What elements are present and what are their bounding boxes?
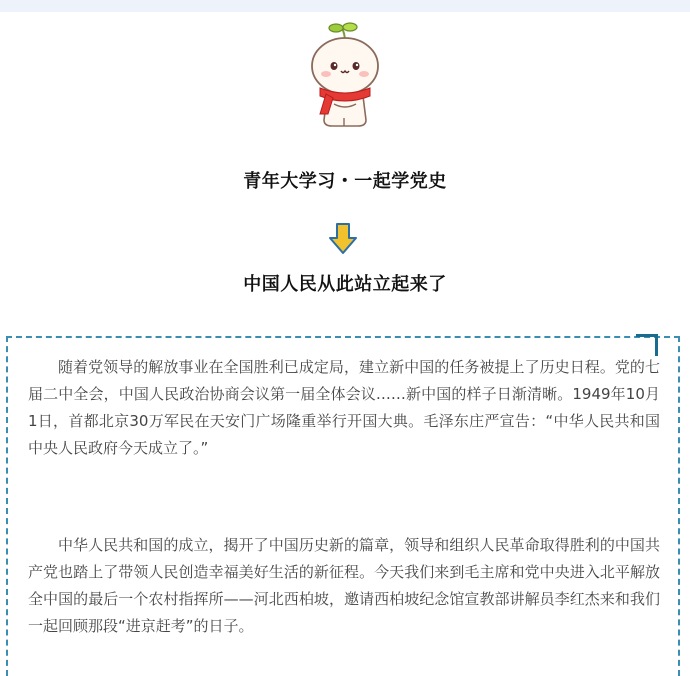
corner-decoration <box>636 334 658 356</box>
down-arrow-icon <box>328 222 358 256</box>
article-paragraph: 中华人民共和国的成立，揭开了中国历史新的篇章，领导和组织人民革命取得胜利的中国共产党也踏上了带领人民创造幸福美好生活的新征程。今天我们来到毛主席和党中央进入北平解放全中国的最后一个农村指挥所——河北西柏坡，邀请西柏坡纪念馆宣教部讲解员李红杰来和我们一起回顾那段“进京赶考”的日子。 <box>28 536 660 635</box>
page-title: 青年大学习・一起学党史 <box>243 171 447 192</box>
top-band <box>0 0 690 12</box>
article-paragraph: 随着党领导的解放事业在全国胜利已成定局，建立新中国的任务被提上了历史日程。党的七届二中全会，中国人民政治协商会议第一届全体会议……新中国的样子日渐清晰。1949年10月1日，首都北京30万军民在天安门广场隆重举行开国大典。毛泽东庄严宣告：“中华人民共和国中央人民政府今天成立了。” <box>28 358 660 457</box>
section-title: 中国人民从此站立起来了 <box>243 274 447 295</box>
sprout-mascot-icon <box>300 22 390 132</box>
